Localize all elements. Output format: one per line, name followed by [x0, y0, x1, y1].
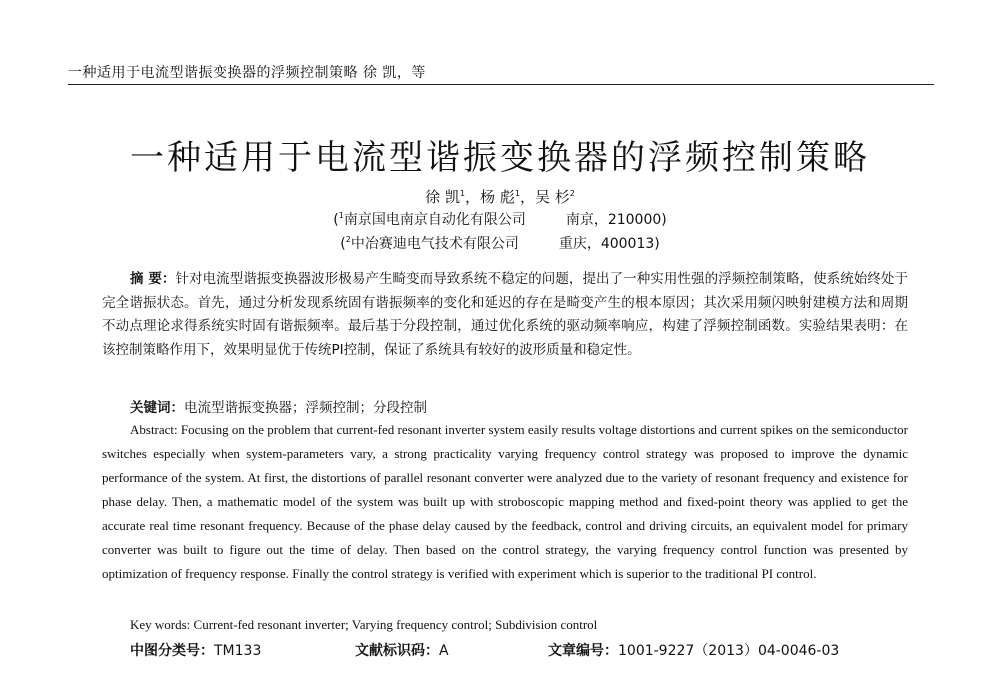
affiliation-city: 重庆，400013): [558, 236, 660, 252]
abstract-en-label: Abstract:: [130, 422, 178, 437]
affiliation-1: ($^1$南京国电南京自动化有限公司 南京，210000): [333, 211, 667, 228]
author-affil-mark: 1: [459, 189, 466, 198]
abstract-zh-label: 摘 要：: [130, 271, 176, 287]
document-code: 文献标识码：A: [355, 643, 449, 659]
keywords-zh-text: 电流型谐振变换器；浮频控制；分段控制: [184, 400, 427, 416]
author-name: 杨 彪: [480, 188, 515, 206]
author-name: 吴 杉: [534, 188, 570, 206]
keywords-en-text: Current-fed resonant inverter; Varying frequency control; Subdivision control: [193, 617, 598, 632]
keywords-en-label: Key words:: [130, 617, 191, 632]
abstract-zh: [102, 268, 908, 362]
author-affil-mark: 1: [514, 189, 520, 198]
affiliation-city: 南京，210000): [565, 212, 667, 228]
author-line: 徐 凯$^1$，杨 彪$^1$，吴 杉$^2$: [425, 188, 575, 206]
author-affil-mark: 2: [569, 189, 575, 198]
author-name: 徐 凯: [425, 188, 460, 206]
keywords-zh-label: 关键词：: [130, 400, 184, 416]
abstract-en: [102, 418, 908, 586]
affiliation-2: ($^2$中冶赛迪电气技术有限公司 重庆，400013): [340, 235, 660, 252]
affiliation-mark: 1: [338, 211, 344, 220]
article-number: 文章编号：1001-9227（2013）04-0046-03: [548, 643, 840, 659]
keywords-zh: [130, 396, 427, 416]
clc-number: 中图分类号：TM133: [130, 643, 262, 659]
running-head: 一种适用于电流型谐振变换器的浮频控制策略 徐 凯，等: [68, 65, 426, 81]
keywords-en: [130, 617, 597, 633]
abstract-zh-text: 针对电流型谐振变换器波形极易产生畸变而导致系统不稳定的问题，提出了一种实用性强的浮频控制策略，使系统始终处于完全谐振状态。首先，通过分析发现系统固有谐振频率的变化和延迟的存在是畸变产生的根本原因；其次采用频闪映射建模方法和周期不动点理论求得系统实时固有谐振频率。最后基于分段控制，通过优化系统的驱动频率响应，构建了浮频控制函数。实验结果表明：在该控制策略作用下，效果明显优于传统PI控制，保证了系统具有较好的波形质量和稳定性。: [102, 271, 908, 358]
paper-title: 一种适用于电流型谐振变换器的浮频控制策略: [130, 138, 870, 178]
affiliation-org: 中冶赛迪电气技术有限公司: [350, 236, 519, 252]
abstract-en-text: Focusing on the problem that current-fed resonant inverter system easily results voltage distortions and current spikes on the semiconductor switches especially when system-parameters vary, a strong practicality varying frequency control strategy was proposed to improve the dynamic performance of the system. At first, the distortions of parallel resonant converter were analyzed due to the variety of resonant frequency and existence for phase delay. Then, a mathematic model of the system was built up with stroboscopic mapping method and fixed-point theory was applied to get the accurate real time resonant frequency. Because of the phase delay caused by the feedback, control and driving circuits, an equivalent model for primary converter was built to figure out the time of delay. Then based on the control strategy, the varying frequency control function was presented by optimization of frequency response. Finally the control strategy is verified with experiment which is superior to the traditional PI control.: [102, 422, 909, 581]
affiliation-org: 南京国电南京自动化有限公司: [343, 212, 526, 228]
header-rule: [68, 84, 934, 85]
affiliation-mark: 2: [345, 235, 351, 244]
